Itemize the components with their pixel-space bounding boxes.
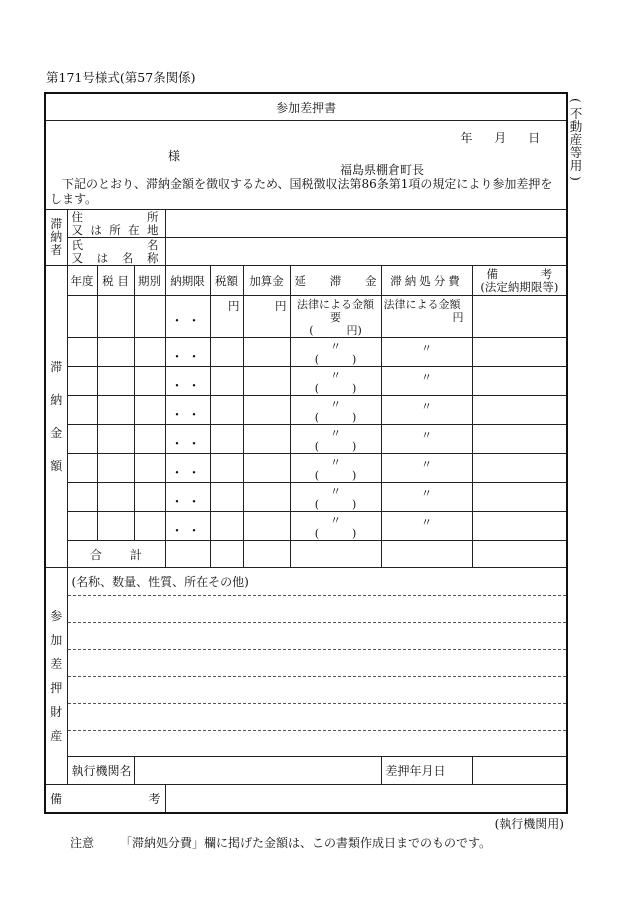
date-year: 年 bbox=[460, 131, 473, 145]
year-cell[interactable] bbox=[67, 512, 97, 541]
period-cell[interactable] bbox=[134, 367, 165, 396]
due-date-cell[interactable]: ・・ bbox=[165, 338, 210, 367]
header-due-date: 納期限 bbox=[165, 266, 210, 296]
seizure-date-field[interactable] bbox=[472, 757, 567, 785]
amount-row bbox=[45, 512, 567, 541]
period-cell[interactable] bbox=[134, 396, 165, 425]
date-day: 日 bbox=[528, 131, 541, 145]
total-remarks-cell[interactable] bbox=[472, 541, 567, 568]
year-cell[interactable] bbox=[67, 454, 97, 483]
tax-amount-cell[interactable] bbox=[210, 425, 243, 454]
tax-item-cell[interactable] bbox=[97, 396, 134, 425]
additional-tax-cell[interactable] bbox=[243, 367, 290, 396]
tax-amount-cell[interactable] bbox=[210, 338, 243, 367]
delinquency-cell[interactable]: 〃 ( ) bbox=[290, 425, 381, 454]
due-date-cell[interactable]: ・・ bbox=[165, 296, 210, 338]
additional-tax-cell[interactable] bbox=[243, 396, 290, 425]
fee-cell[interactable]: 〃 bbox=[381, 338, 472, 367]
notice-body: 下記のとおり、滞納金額を徴収するため、国税徴収法第86条第1項の規定により参加差押をします。 bbox=[50, 177, 553, 206]
period-cell[interactable] bbox=[134, 483, 165, 512]
notice-block bbox=[45, 121, 567, 210]
year-cell[interactable] bbox=[67, 425, 97, 454]
period-cell[interactable] bbox=[134, 512, 165, 541]
tax-item-cell[interactable] bbox=[97, 425, 134, 454]
property-label: 参 加 差 押 財 産 bbox=[45, 568, 67, 785]
fee-cell[interactable]: 〃 bbox=[381, 425, 472, 454]
tax-amount-cell[interactable] bbox=[210, 396, 243, 425]
amount-row bbox=[45, 367, 567, 396]
amount-row bbox=[45, 396, 567, 425]
amount-row bbox=[45, 338, 567, 367]
additional-tax-cell[interactable] bbox=[243, 338, 290, 367]
delinquency-cell[interactable]: 〃 ( ) bbox=[290, 367, 381, 396]
remarks-cell[interactable] bbox=[472, 425, 567, 454]
year-cell[interactable] bbox=[67, 396, 97, 425]
remarks-cell[interactable] bbox=[472, 512, 567, 541]
fee-cell[interactable]: 〃 bbox=[381, 454, 472, 483]
year-cell[interactable] bbox=[67, 483, 97, 512]
tax-amount-cell[interactable]: 円 bbox=[210, 296, 243, 338]
additional-tax-cell[interactable] bbox=[243, 483, 290, 512]
dotted-line bbox=[68, 703, 567, 704]
period-cell[interactable] bbox=[134, 338, 165, 367]
property-description-hint: (名称、数量、性質、所在その他) bbox=[71, 575, 249, 589]
dotted-line bbox=[68, 622, 567, 623]
tax-item-cell[interactable] bbox=[97, 338, 134, 367]
header-delinquency: 延 滞 金 bbox=[290, 266, 381, 296]
issuer-name: 福島県棚倉町長 bbox=[340, 163, 425, 177]
header-period: 期別 bbox=[134, 266, 165, 296]
fee-cell[interactable]: 〃 bbox=[381, 483, 472, 512]
additional-tax-cell[interactable] bbox=[243, 454, 290, 483]
address-label: 住 所 又 は 所 在 地 bbox=[67, 210, 165, 238]
header-year: 年度 bbox=[67, 266, 97, 296]
name-label: 氏 名 又 は 名 称 bbox=[67, 238, 165, 266]
name-field[interactable] bbox=[165, 238, 567, 266]
amount-row bbox=[45, 454, 567, 483]
delinquent-label: 滞 納 者 bbox=[45, 210, 67, 266]
side-note-real-estate: ( 不 動 産 等 用 ) bbox=[568, 98, 584, 181]
delinquency-cell[interactable]: 〃 ( ) bbox=[290, 483, 381, 512]
period-cell[interactable] bbox=[134, 425, 165, 454]
due-date-cell[interactable]: ・・ bbox=[165, 367, 210, 396]
period-cell[interactable] bbox=[134, 454, 165, 483]
date-line bbox=[442, 129, 540, 146]
amount-row bbox=[45, 296, 567, 338]
tax-amount-cell[interactable] bbox=[210, 367, 243, 396]
tax-amount-cell[interactable] bbox=[210, 512, 243, 541]
execution-agency-use: (執行機関用) bbox=[494, 817, 564, 831]
amount-row bbox=[45, 425, 567, 454]
delinquency-cell[interactable]: 〃 ( ) bbox=[290, 454, 381, 483]
remarks-cell[interactable] bbox=[472, 367, 567, 396]
remarks-field[interactable] bbox=[165, 785, 567, 813]
delinquency-cell[interactable]: 法律による金額 要 ( 円) bbox=[290, 296, 381, 338]
due-date-cell[interactable]: ・・ bbox=[165, 483, 210, 512]
additional-tax-cell[interactable] bbox=[243, 425, 290, 454]
dotted-line bbox=[68, 649, 567, 650]
execution-agency-label: 執行機関名 bbox=[67, 757, 134, 785]
header-tax-item: 税 目 bbox=[97, 266, 134, 296]
property-description-area[interactable] bbox=[67, 568, 567, 757]
note-text: 「滞納処分費」欄に掲げた金額は、この書類作成日までのものです。 bbox=[120, 836, 492, 850]
tax-item-cell[interactable] bbox=[97, 296, 134, 338]
fee-cell[interactable]: 〃 bbox=[381, 512, 472, 541]
dotted-line bbox=[68, 595, 567, 596]
delinquency-cell[interactable]: 〃 ( ) bbox=[290, 396, 381, 425]
seizure-date-label: 差押年月日 bbox=[381, 757, 472, 785]
form-number: 第171号様式(第57条関係) bbox=[46, 70, 196, 85]
header-fee: 滞納処分費 bbox=[381, 266, 472, 296]
due-date-cell[interactable]: ・・ bbox=[165, 425, 210, 454]
dotted-line bbox=[68, 676, 567, 677]
note-prefix: 注意 bbox=[70, 836, 95, 850]
year-cell[interactable] bbox=[67, 338, 97, 367]
fee-cell[interactable]: 〃 bbox=[381, 367, 472, 396]
header-additional-tax: 加算金 bbox=[243, 266, 290, 296]
total-label: 合 計 bbox=[67, 541, 165, 568]
additional-tax-cell[interactable] bbox=[243, 512, 290, 541]
remarks-cell[interactable] bbox=[472, 338, 567, 367]
header-remarks: 備 考 (法定納期限等) bbox=[472, 266, 567, 296]
tax-item-cell[interactable] bbox=[97, 483, 134, 512]
tax-item-cell[interactable] bbox=[97, 512, 134, 541]
fee-cell[interactable]: 〃 bbox=[381, 396, 472, 425]
footnote bbox=[70, 834, 491, 851]
due-date-cell[interactable]: ・・ bbox=[165, 454, 210, 483]
total-delinquency-cell[interactable] bbox=[290, 541, 381, 568]
total-fee-cell[interactable] bbox=[381, 541, 472, 568]
tax-item-cell[interactable] bbox=[97, 454, 134, 483]
total-tax-amount-cell[interactable] bbox=[210, 541, 243, 568]
year-cell[interactable] bbox=[67, 367, 97, 396]
address-field[interactable] bbox=[165, 210, 567, 238]
amount-section-label: 滞 納 金 額 bbox=[45, 266, 67, 568]
dotted-line bbox=[68, 730, 567, 731]
execution-agency-field[interactable] bbox=[134, 757, 381, 785]
tax-amount-cell[interactable] bbox=[210, 454, 243, 483]
remarks-cell[interactable] bbox=[472, 483, 567, 512]
remarks-label: 備 考 bbox=[45, 785, 165, 813]
year-cell[interactable] bbox=[67, 296, 97, 338]
addressee-suffix: 様 bbox=[168, 149, 181, 163]
remarks-cell[interactable] bbox=[472, 454, 567, 483]
form-title: 参加差押書 bbox=[45, 93, 567, 121]
header-tax-amount: 税額 bbox=[210, 266, 243, 296]
remarks-cell[interactable] bbox=[472, 296, 567, 338]
amount-row bbox=[45, 483, 567, 512]
total-due-date-cell[interactable] bbox=[165, 541, 210, 568]
seizure-participation-form bbox=[44, 92, 568, 814]
due-date-cell[interactable]: ・・ bbox=[165, 396, 210, 425]
due-date-cell[interactable]: ・・ bbox=[165, 512, 210, 541]
delinquency-cell[interactable]: 〃 ( ) bbox=[290, 338, 381, 367]
additional-tax-cell[interactable]: 円 bbox=[243, 296, 290, 338]
total-additional-tax-cell[interactable] bbox=[243, 541, 290, 568]
period-cell[interactable] bbox=[134, 296, 165, 338]
delinquency-cell[interactable]: 〃 ( ) bbox=[290, 512, 381, 541]
date-month: 月 bbox=[494, 131, 507, 145]
fee-cell[interactable]: 法律による金額 円 bbox=[381, 296, 472, 338]
tax-item-cell[interactable] bbox=[97, 367, 134, 396]
remarks-cell[interactable] bbox=[472, 396, 567, 425]
tax-amount-cell[interactable] bbox=[210, 483, 243, 512]
